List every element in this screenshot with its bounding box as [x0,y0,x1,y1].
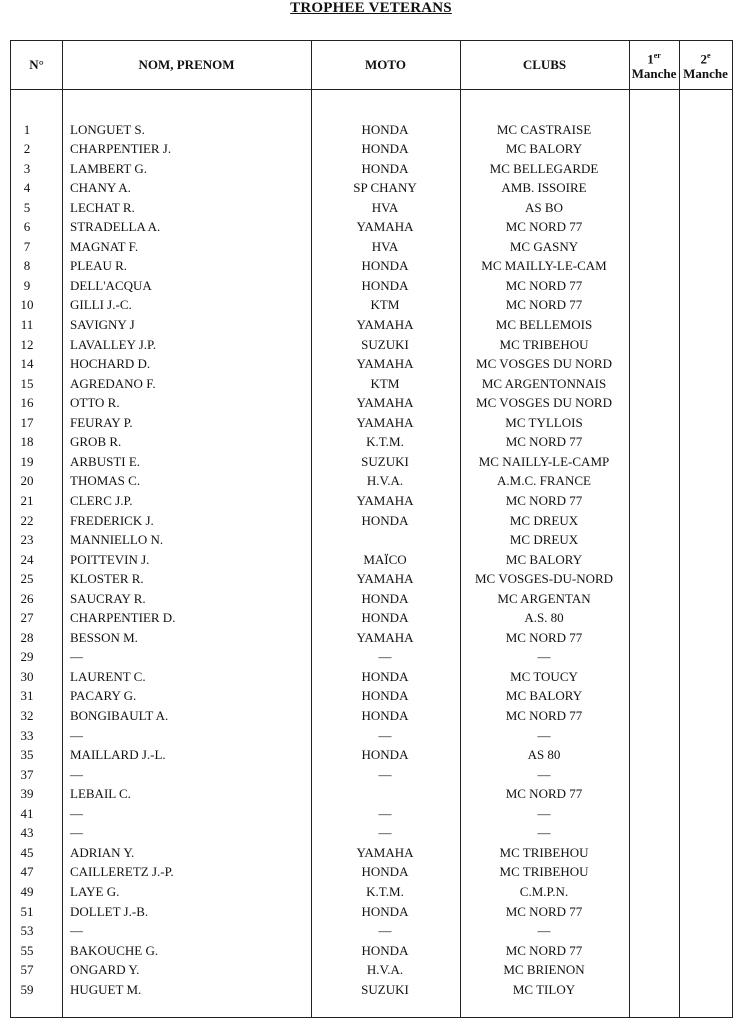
rider-number: 12 [20,336,34,352]
table-row [0,902,742,922]
header-name: NOM, PRENOM [138,57,235,72]
rider-number: 5 [23,199,31,215]
rider-name: MAILLARD J.-L. [70,747,166,763]
rider-moto: SUZUKI [361,336,409,352]
rider-moto: HONDA [361,258,409,274]
rider-club: MC NORD 77 [505,219,583,235]
table-row [0,589,742,609]
table-row [0,276,742,296]
rider-club: MC NORD 77 [505,297,583,313]
rider-club: MC TOUCY [510,668,578,684]
rider-number: 59 [20,981,34,997]
rider-club: MC VOSGES DU NORD [476,356,612,372]
table-row [0,315,742,335]
rider-number: 20 [20,473,34,489]
rider-name: FREDERICK J. [70,512,154,528]
table-row [0,511,742,531]
table-row [0,491,742,511]
rider-name: HUGUET M. [70,981,142,997]
rider-name: — [70,727,83,743]
rider-club: MC MAILLY-LE-CAM [481,258,607,274]
rider-number: 55 [20,942,34,958]
rider-club: MC NORD 77 [505,786,583,802]
table-row [0,335,742,355]
table-row [0,784,742,804]
rider-club: MC BELLEMOIS [495,317,593,332]
rider-moto: H.V.A. [366,473,404,489]
table-row [0,823,742,843]
header-divider [11,89,732,90]
rider-moto: — [378,805,392,821]
rider-name: BESSON M. [70,629,138,645]
rider-name: — [70,923,83,939]
rider-moto: YAMAHA [356,356,414,372]
table-row [0,667,742,687]
rider-name: — [70,805,83,821]
table-row [0,921,742,941]
rider-number: 3 [23,160,31,176]
rider-club: MC ARGENTONNAIS [481,375,607,391]
rider-club: — [537,649,551,665]
rider-moto: — [378,825,392,841]
rider-number: 23 [20,532,34,548]
rider-moto: YAMAHA [356,414,414,430]
table-row [0,432,742,452]
rider-moto: HONDA [361,141,409,157]
rider-name: HOCHARD D. [70,356,151,372]
rider-moto: YAMAHA [356,492,414,508]
rider-club: MC NORD 77 [505,629,583,645]
rider-number: 41 [20,805,34,821]
rider-moto: HONDA [361,121,409,137]
rider-name: CHARPENTIER D. [70,610,176,626]
rider-club: MC TRIBEHOU [499,844,589,860]
rider-number: 8 [23,258,31,274]
rider-name: CHANY A. [70,180,131,196]
rider-name: — [70,766,83,782]
rider-number: 31 [20,688,34,704]
rider-club: MC GASNY [509,238,579,254]
rider-club: A.S. 80 [524,610,564,626]
rider-moto: YAMAHA [356,317,414,332]
rider-moto: — [378,727,392,743]
rider-moto: HONDA [361,160,409,176]
rider-name: CHARPENTIER J. [70,141,172,157]
rider-number: 43 [20,825,34,841]
rider-moto: — [378,923,392,939]
table-row [0,647,742,667]
rider-name: LAURENT C. [70,668,146,684]
rider-moto: HONDA [361,277,409,293]
rider-club: MC NORD 77 [505,942,583,958]
rider-number: 4 [23,180,31,196]
table-row [0,862,742,882]
rider-number: 9 [23,277,31,293]
rider-moto: MAÏCO [363,551,407,567]
rider-club: MC NAILLY-LE-CAMP [478,453,610,469]
rider-number: 1 [23,121,31,137]
rider-club: — [537,805,551,821]
rider-club: MC DREUX [509,512,579,528]
rider-name: THOMAS C. [70,473,141,489]
rider-number: 7 [23,238,31,254]
rider-number: 28 [20,629,34,645]
rider-club: MC NORD 77 [505,434,583,450]
rider-number: 17 [20,414,34,430]
table-row [0,393,742,413]
rider-number: 35 [20,747,34,763]
table-row [0,745,742,765]
table-row [0,295,742,315]
rider-number: 26 [20,590,34,606]
rider-moto: HVA [371,199,399,215]
table-row [0,374,742,394]
rider-moto: K.T.M. [366,883,404,899]
rider-number: 22 [20,512,34,528]
rider-number: 45 [20,844,34,860]
table-row [0,217,742,237]
rider-name: LAYE G. [70,883,120,899]
rider-moto: H.V.A. [366,962,404,978]
rider-club: — [537,825,551,841]
rider-name: LAMBERT G. [70,160,147,176]
rider-club: MC TRIBEHOU [499,336,589,352]
rider-club: MC DREUX [509,532,579,548]
table-row [0,569,742,589]
table-row [0,159,742,179]
table-row [0,980,742,1000]
rider-moto: HONDA [361,668,409,684]
page-title: TROPHEE VETERANS [290,0,452,16]
rider-number: 33 [20,727,34,743]
rider-club: AMB. ISSOIRE [501,180,587,196]
rider-name: FEURAY P. [70,414,133,430]
rider-moto: HONDA [361,688,409,704]
rider-moto: HONDA [361,590,409,606]
rider-club: MC NORD 77 [505,903,583,919]
rider-name: STRADELLA A. [70,219,161,235]
rider-number: 37 [20,766,34,782]
table-row [0,941,742,961]
rider-moto: HONDA [361,942,409,958]
rider-name: MANNIELLO N. [70,532,164,548]
rider-number: 30 [20,668,34,684]
table-row [0,120,742,140]
rider-number: 24 [20,551,34,567]
header-clubs: CLUBS [522,57,567,72]
rider-club: MC ARGENTAN [497,590,591,606]
rider-club: MC BELLEGARDE [489,160,599,176]
rider-moto: — [378,766,392,782]
table-row [0,882,742,902]
table-row [0,413,742,433]
rider-number: 18 [20,434,34,450]
table-row [0,550,742,570]
rider-moto: YAMAHA [356,844,414,860]
rider-number: 29 [20,649,34,665]
table-row [0,726,742,746]
rider-name: — [70,825,83,841]
rider-name: LEBAIL C. [70,786,131,802]
rider-name: BAKOUCHE G. [70,942,159,958]
rider-moto: HONDA [361,512,409,528]
rider-number: 21 [20,492,34,508]
rider-name: MAGNAT F. [70,238,139,254]
rider-moto: YAMAHA [356,571,414,587]
rider-club: MC VOSGES DU NORD [476,395,612,411]
rider-number: 39 [20,786,34,802]
rider-club: — [537,923,551,939]
rider-name: GILLI J.-C. [70,297,132,313]
rider-club: C.M.P.N. [519,883,569,899]
rider-name: OTTO R. [70,395,120,411]
rider-moto: YAMAHA [356,395,414,411]
rider-number: 25 [20,571,34,587]
rider-number: 19 [20,453,34,469]
rider-name: KLOSTER R. [70,571,144,587]
rider-club: MC NORD 77 [505,492,583,508]
rider-number: 11 [20,317,34,332]
rider-name: BONGIBAULT A. [70,708,169,723]
table-row [0,765,742,785]
table-row [0,530,742,550]
rider-name: — [70,649,83,665]
rider-moto: K.T.M. [366,434,404,450]
rider-name: CLERC J.P. [70,492,133,508]
rider-number: 32 [20,708,34,723]
rider-name: PLEAU R. [70,258,128,274]
table-row [0,628,742,648]
rider-club: MC CASTRAISE [496,121,592,137]
rider-name: SAUCRAY R. [70,590,146,606]
rider-name: LECHAT R. [70,199,135,215]
header-manche-2: 2e Manche [683,51,728,81]
rider-moto: SP CHANY [353,180,417,196]
rider-club: A.M.C. FRANCE [497,473,591,489]
table-row [0,706,742,726]
table-row [0,471,742,491]
table-row [0,960,742,980]
rider-number: 15 [20,375,34,391]
rider-moto: HONDA [361,864,409,880]
rider-name: PACARY G. [70,688,137,704]
rider-club: — [537,727,551,743]
rider-club: MC VOSGES-DU-NORD [474,571,614,587]
rider-name: LONGUET S. [70,121,145,137]
rider-number: 53 [20,923,34,939]
table-row [0,843,742,863]
rider-moto: HONDA [361,903,409,919]
table-row [0,452,742,472]
rider-number: 47 [20,864,34,880]
rider-club: MC TRIBEHOU [499,864,589,880]
rider-moto: — [378,649,392,665]
rider-name: SAVIGNY J [70,317,135,332]
rider-club: MC NORD 77 [505,708,583,723]
rider-club: AS 80 [527,747,561,763]
rider-club: MC TILOY [512,981,576,997]
rider-name: ARBUSTI E. [70,453,141,469]
rider-club: MC NORD 77 [505,277,583,293]
rider-name: DELL'ACQUA [70,277,152,293]
table-row [0,139,742,159]
table-row [0,178,742,198]
rider-number: 14 [20,356,34,372]
table-row [0,198,742,218]
rider-moto: KTM [370,297,400,313]
rider-name: CAILLERETZ J.-P. [70,864,174,880]
rider-number: 10 [20,297,34,313]
rider-club: AS BO [525,199,563,215]
rider-name: LAVALLEY J.P. [70,336,157,352]
rider-moto: HONDA [361,708,409,723]
table-row [0,237,742,257]
rider-number: 51 [20,903,34,919]
rider-name: ADRIAN Y. [70,844,135,860]
header-moto: MOTO [365,57,406,72]
table-row [0,804,742,824]
rider-number: 27 [20,610,34,626]
rider-moto: HONDA [361,610,409,626]
rider-moto: SUZUKI [361,981,409,997]
rider-number: 57 [20,962,34,978]
rider-name: GROB R. [70,434,122,450]
table-row [0,354,742,374]
rider-moto: HVA [371,238,399,254]
rider-name: DOLLET J.-B. [70,903,149,919]
rider-moto: YAMAHA [356,219,414,235]
header-manche-1: 1er Manche [631,51,677,81]
rider-moto: YAMAHA [356,629,414,645]
table-row [0,256,742,276]
table-row [0,686,742,706]
rider-number: 16 [20,395,34,411]
rider-name: AGREDANO F. [70,375,156,391]
rider-club: MC TYLLOIS [505,414,583,430]
rider-club: MC BALORY [505,688,583,704]
rider-club: MC BRIENON [503,962,585,978]
rider-club: — [537,766,551,782]
rider-club: MC BALORY [505,551,583,567]
rider-moto: KTM [370,375,400,391]
rider-moto: SUZUKI [361,453,409,469]
table-row [0,608,742,628]
rider-name: ONGARD Y. [70,962,140,978]
rider-moto: HONDA [361,747,409,763]
rider-number: 6 [23,219,31,235]
header-num: N° [29,57,44,72]
rider-number: 49 [20,883,34,899]
rider-name: POITTEVIN J. [70,551,150,567]
rider-number: 2 [23,141,31,157]
rider-club: MC BALORY [505,141,583,157]
